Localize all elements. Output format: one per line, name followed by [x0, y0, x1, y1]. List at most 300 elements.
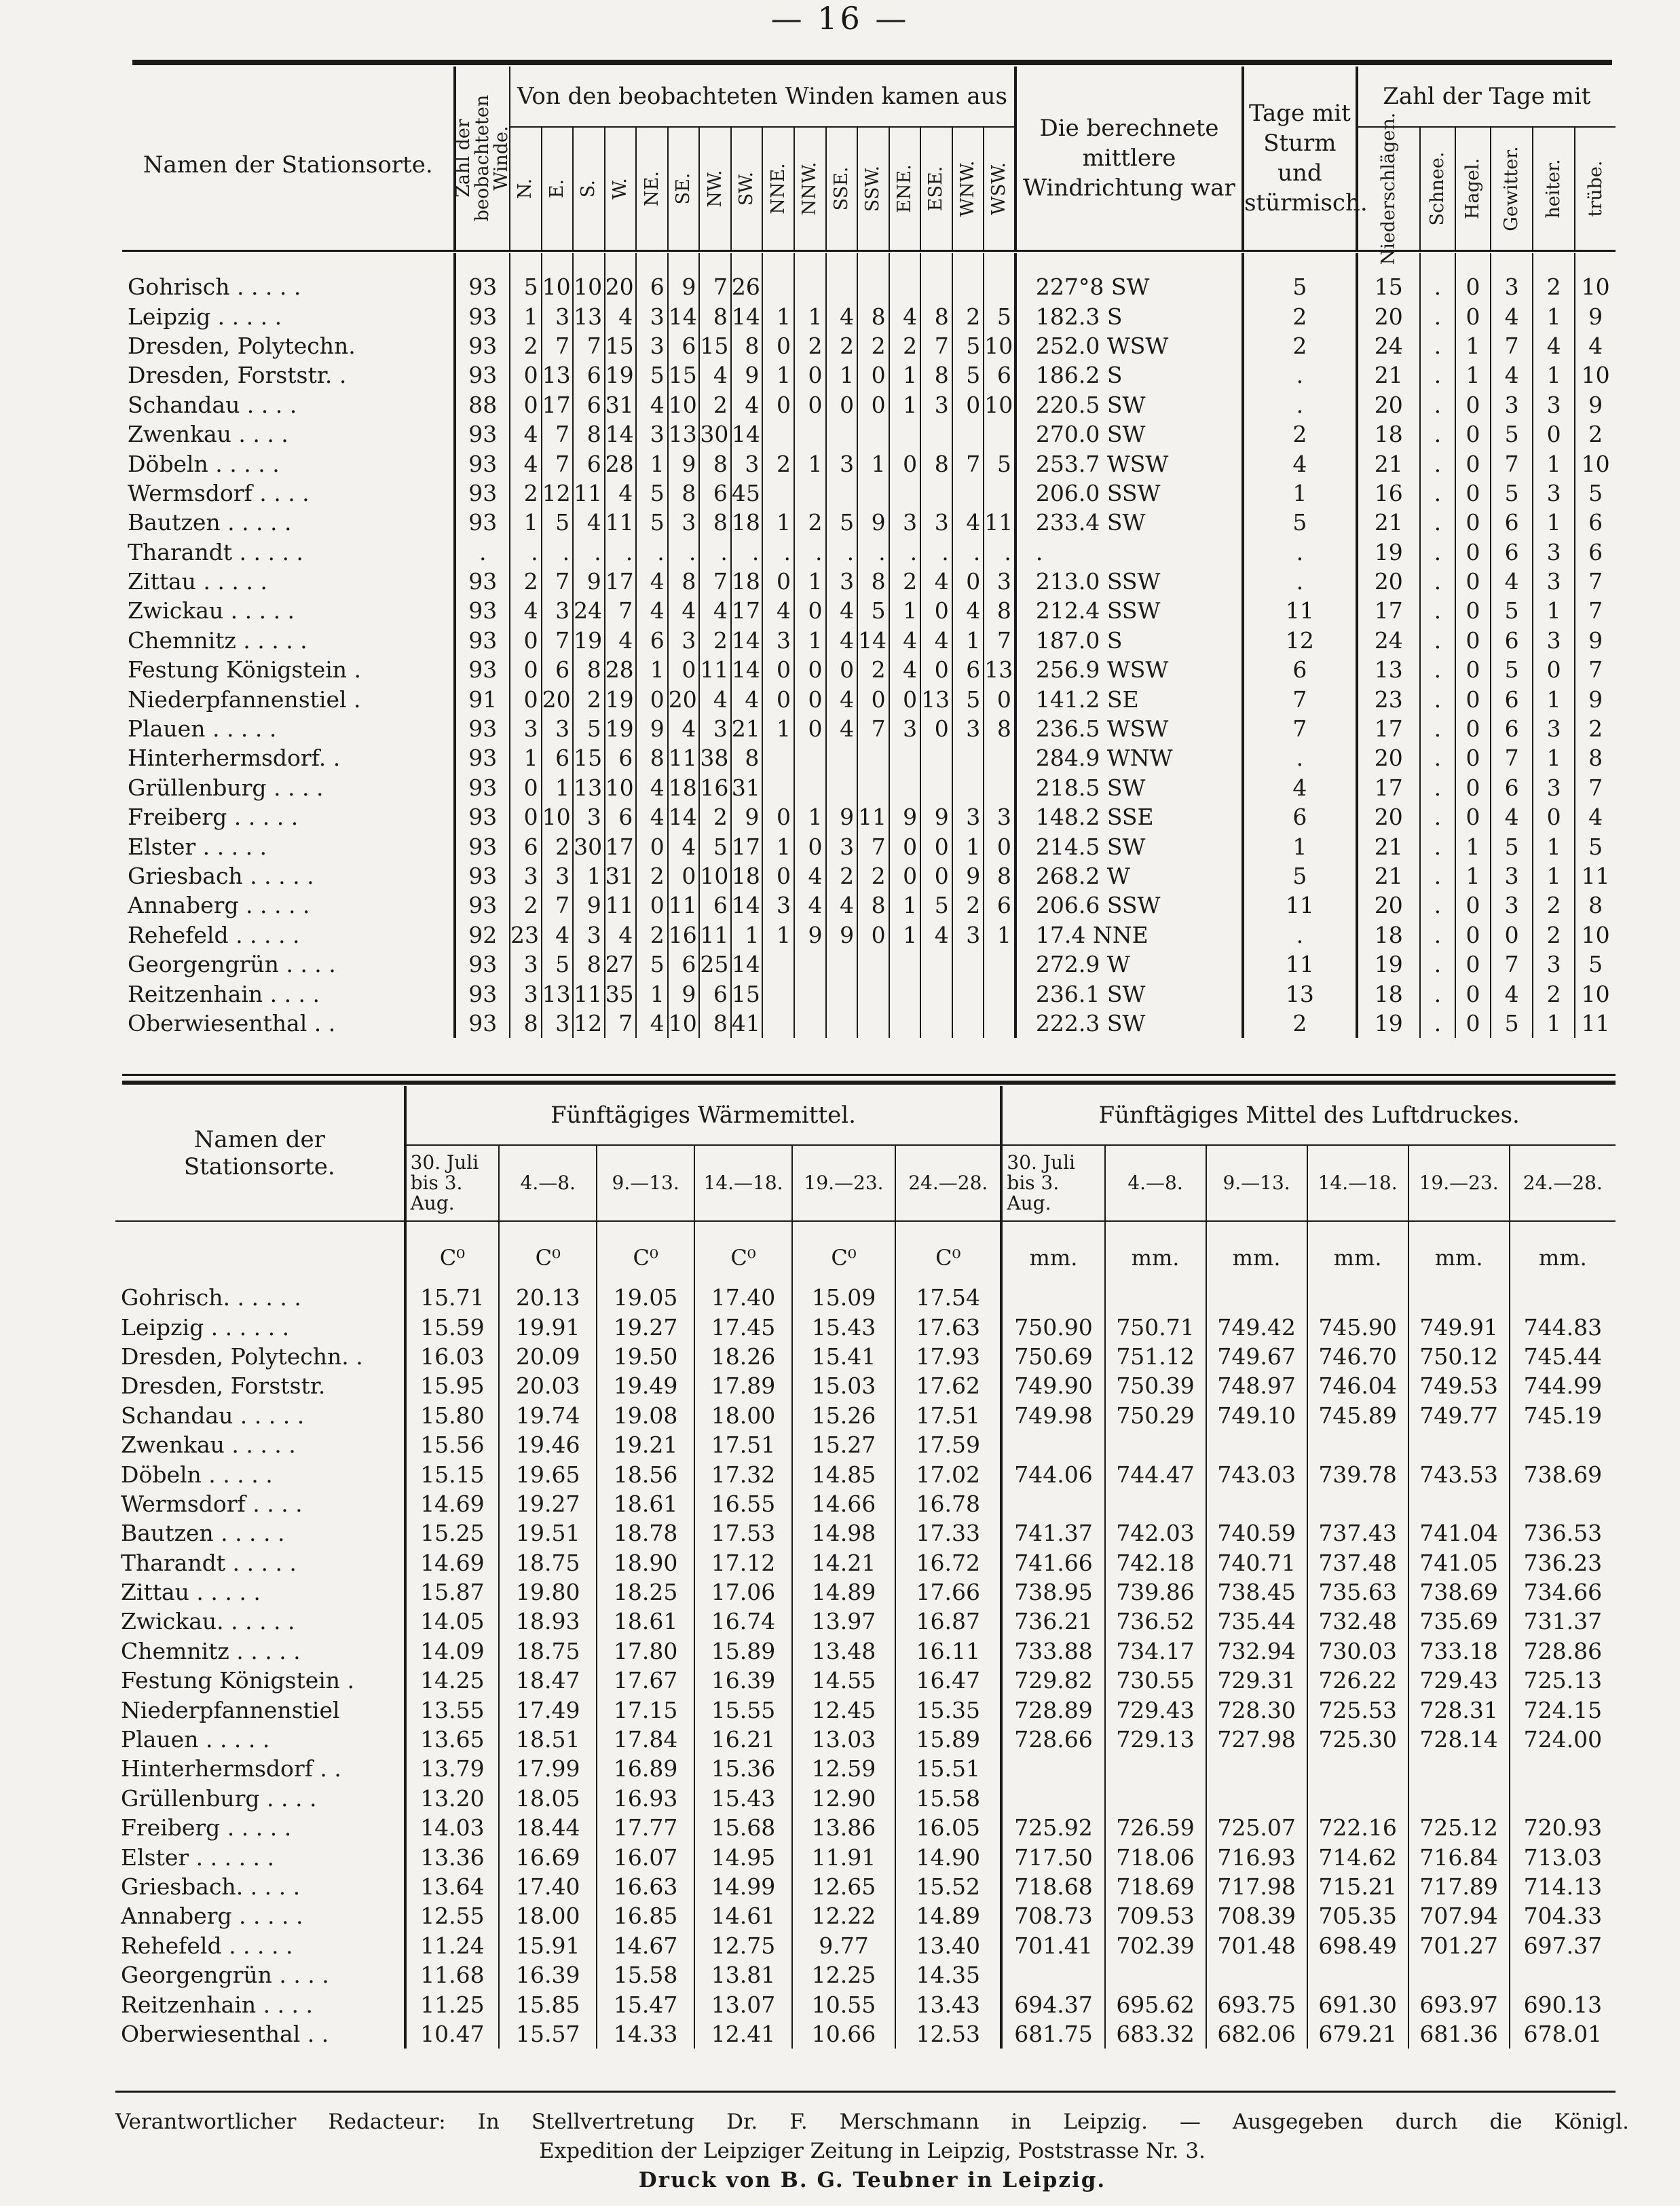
- wind-value: 6: [699, 891, 731, 920]
- temp-mean: 18.51: [499, 1725, 597, 1754]
- temp-mean: 14.69: [405, 1489, 500, 1518]
- wind-value: .: [668, 538, 700, 567]
- pressure-mean: 732.48: [1307, 1607, 1408, 1636]
- day-col-label: Gewitter.: [1501, 146, 1523, 231]
- day-count: 5: [1491, 831, 1533, 861]
- wind-value: 1: [794, 567, 826, 596]
- temp-mean: 15.26: [792, 1401, 895, 1430]
- header-direction-11: [857, 127, 889, 251]
- pressure-mean: 738.69: [1408, 1577, 1510, 1607]
- wind-value: 3: [542, 596, 574, 625]
- direction-label: WNW.: [956, 160, 978, 217]
- wind-value: 0: [762, 684, 794, 713]
- temp-mean: 19.46: [499, 1430, 597, 1459]
- mean-direction: 253.7 WSW: [1015, 449, 1243, 478]
- header-period-1: 4.—8.: [1105, 1145, 1206, 1221]
- mean-direction: 270.0 SW: [1015, 419, 1243, 449]
- temp-mean: 16.93: [597, 1784, 694, 1813]
- wind-value: 3: [826, 567, 858, 596]
- wind-count: 93: [455, 449, 510, 478]
- wind-value: 4: [605, 479, 637, 508]
- temp-mean: 17.45: [694, 1312, 792, 1341]
- wind-value: 11: [857, 802, 889, 831]
- day-count: 20: [1357, 390, 1420, 419]
- wind-value: 1: [889, 596, 921, 625]
- wind-value: 1: [636, 979, 668, 1008]
- pressure-mean: 701.27: [1408, 1931, 1510, 1960]
- storm-days: 2: [1243, 301, 1357, 331]
- wind-value: 18: [668, 773, 700, 802]
- day-count: 0: [1455, 920, 1491, 950]
- wind-value: [889, 979, 921, 1008]
- temp-mean: 17.02: [895, 1459, 1001, 1489]
- wind-value: 3: [573, 920, 605, 950]
- wind-value: .: [952, 538, 984, 567]
- wind-value: 1: [762, 301, 794, 331]
- wind-value: 14: [731, 655, 763, 684]
- mean-row: [115, 1872, 1616, 1901]
- header-temp-title: Fünftägiges Wärmemittel.: [405, 1086, 1002, 1145]
- temp-mean: 14.95: [694, 1842, 792, 1871]
- temp-mean: 17.62: [895, 1371, 1001, 1400]
- day-col-label: heiter.: [1543, 159, 1565, 219]
- storm-days: 13: [1243, 979, 1357, 1008]
- wind-value: 4: [826, 596, 858, 625]
- temp-mean: 18.75: [499, 1548, 597, 1577]
- day-count: 0: [1455, 802, 1491, 831]
- mean-direction: 187.0 S: [1015, 626, 1243, 655]
- station-name: Tharandt . . . . .: [121, 1549, 297, 1576]
- temp-mean: 13.43: [895, 1989, 1001, 2019]
- wind-count: 93: [455, 479, 510, 508]
- day-count: 7: [1491, 449, 1533, 478]
- mean-row: [115, 1607, 1616, 1636]
- temp-mean: 19.27: [499, 1489, 597, 1518]
- wind-value: 4: [542, 920, 574, 950]
- pressure-mean: 736.52: [1105, 1607, 1206, 1636]
- wind-value: 4: [826, 891, 858, 920]
- header-period-0: 30. Juli bis 3. Aug.: [405, 1145, 500, 1221]
- wind-value: [762, 272, 794, 301]
- wind-count: 93: [455, 360, 510, 390]
- header-day-col-0: [1357, 112, 1420, 265]
- pressure-mean: 691.30: [1307, 1989, 1408, 2019]
- station-name: Griesbach . . . . .: [128, 863, 314, 889]
- wind-value: 23: [510, 920, 542, 950]
- header-direction-5: [668, 127, 700, 251]
- temp-mean: 15.89: [694, 1637, 792, 1666]
- wind-value: 5: [636, 360, 668, 390]
- wind-value: 0: [636, 891, 668, 920]
- day-count: 4: [1491, 301, 1533, 331]
- wind-value: 8: [857, 567, 889, 596]
- day-count: .: [1420, 714, 1455, 743]
- wind-value: 4: [794, 891, 826, 920]
- pressure-mean: 735.44: [1206, 1607, 1307, 1636]
- day-count: 6: [1491, 508, 1533, 537]
- temp-mean: 12.75: [694, 1931, 792, 1960]
- day-count: 2: [1533, 920, 1575, 950]
- wind-value: 0: [826, 655, 858, 684]
- wind-value: [952, 272, 984, 301]
- pressure-mean: [1206, 1754, 1307, 1783]
- wind-value: 0: [510, 626, 542, 655]
- direction-label: SW.: [736, 171, 758, 206]
- temp-mean: 18.05: [499, 1784, 597, 1813]
- header-period-4: 19.—23.: [792, 1145, 895, 1221]
- wind-value: 0: [510, 390, 542, 419]
- wind-value: 1: [889, 360, 921, 390]
- day-count: 1: [1533, 301, 1575, 331]
- wind-value: [857, 773, 889, 802]
- wind-value: 4: [826, 714, 858, 743]
- station-name: Freiberg . . . . .: [128, 804, 299, 831]
- pressure-mean: [1510, 1784, 1616, 1813]
- wind-value: [889, 272, 921, 301]
- wind-value: [826, 272, 858, 301]
- wind-value: .: [794, 538, 826, 567]
- station-name: Niederpfannenstiel .: [128, 686, 361, 713]
- temp-mean: 18.61: [597, 1607, 694, 1636]
- wind-value: [762, 1009, 794, 1038]
- wind-value: 0: [762, 655, 794, 684]
- wind-value: [857, 479, 889, 508]
- temp-mean: 17.51: [895, 1401, 1001, 1430]
- station-name: Plauen . . . . .: [121, 1726, 270, 1753]
- wind-value: 4: [826, 684, 858, 713]
- station-name: Oberwiesenthal . .: [121, 2020, 329, 2047]
- pressure-mean: [1001, 1784, 1104, 1813]
- mean-row: [115, 1312, 1616, 1341]
- station-name: Wermsdorf . . . .: [121, 1490, 303, 1517]
- wind-value: [889, 743, 921, 772]
- pressure-mean: 744.99: [1510, 1371, 1616, 1400]
- pressure-mean: 741.05: [1408, 1548, 1510, 1577]
- day-count: .: [1420, 626, 1455, 655]
- wind-value: [762, 950, 794, 979]
- temp-mean: 19.74: [499, 1401, 597, 1430]
- pressure-mean: 735.69: [1408, 1607, 1510, 1636]
- wind-value: 10: [984, 390, 1015, 419]
- wind-value: 5: [984, 301, 1015, 331]
- temp-mean: 18.93: [499, 1607, 597, 1636]
- temp-unit: C⁰: [792, 1221, 895, 1271]
- day-count: 8: [1575, 743, 1616, 772]
- day-count: 5: [1491, 655, 1533, 684]
- temp-mean: 16.78: [895, 1489, 1001, 1518]
- wind-value: [794, 950, 826, 979]
- wind-value: 0: [920, 831, 952, 861]
- pressure-mean: 717.98: [1206, 1872, 1307, 1901]
- day-count: 8: [1575, 891, 1616, 920]
- day-count: .: [1420, 655, 1455, 684]
- wind-count: 93: [455, 802, 510, 831]
- direction-label: ESE.: [925, 166, 947, 212]
- storm-days: 11: [1243, 596, 1357, 625]
- storm-days: .: [1243, 360, 1357, 390]
- day-count: 19: [1357, 1009, 1420, 1038]
- station-name: Georgengrün . . . .: [121, 1962, 329, 1989]
- temp-mean: 14.89: [792, 1577, 895, 1607]
- temp-mean: 17.40: [694, 1283, 792, 1312]
- day-count: 3: [1491, 861, 1533, 891]
- wind-value: 0: [762, 567, 794, 596]
- day-count: 7: [1575, 773, 1616, 802]
- day-col-label: trübe.: [1584, 160, 1606, 217]
- wind-value: [889, 1009, 921, 1038]
- wind-value: 20: [605, 272, 637, 301]
- header-direction-12: [889, 127, 921, 251]
- wind-value: 6: [699, 479, 731, 508]
- header-period-0: 30. Juli bis 3. Aug.: [1001, 1145, 1104, 1221]
- header-period-3: 14.—18.: [1307, 1145, 1408, 1221]
- pressure-mean: 693.75: [1206, 1989, 1307, 2019]
- temp-mean: 15.58: [597, 1960, 694, 1989]
- storm-days: 6: [1243, 802, 1357, 831]
- wind-value: 9: [920, 802, 952, 831]
- wind-value: 3: [542, 1009, 574, 1038]
- temp-mean: 17.53: [694, 1518, 792, 1548]
- station-name: Schandau . . . . .: [121, 1402, 305, 1429]
- temp-mean: 12.25: [792, 1960, 895, 1989]
- wind-value: 30: [573, 831, 605, 861]
- temp-mean: 15.71: [405, 1283, 500, 1312]
- wind-count: 93: [455, 891, 510, 920]
- day-count: .: [1420, 272, 1455, 301]
- wind-value: 8: [699, 301, 731, 331]
- pressure-mean: 736.21: [1001, 1607, 1104, 1636]
- mean-header-units: [115, 1221, 1616, 1271]
- direction-label: NNW.: [799, 162, 821, 216]
- wind-value: 28: [605, 655, 637, 684]
- day-count: 4: [1575, 802, 1616, 831]
- header-direction-15: [984, 127, 1015, 251]
- wind-row: [122, 360, 1616, 390]
- pressure-mean: 749.90: [1001, 1371, 1104, 1400]
- wind-value: [889, 479, 921, 508]
- wind-value: 13: [668, 419, 700, 449]
- header-direction-2: [573, 127, 605, 251]
- pressure-mean: 725.07: [1206, 1813, 1307, 1842]
- mean-direction: 236.1 SW: [1015, 979, 1243, 1008]
- wind-count: 93: [455, 831, 510, 861]
- wind-value: 6: [605, 743, 637, 772]
- day-count: 9: [1575, 390, 1616, 419]
- direction-label: W.: [609, 178, 631, 200]
- temp-mean: 19.80: [499, 1577, 597, 1607]
- pressure-mean: 730.55: [1105, 1666, 1206, 1695]
- wind-value: [826, 479, 858, 508]
- day-count: 5: [1491, 1009, 1533, 1038]
- pressure-mean: [1408, 1489, 1510, 1518]
- wind-value: 8: [573, 419, 605, 449]
- wind-value: 13: [542, 979, 574, 1008]
- wind-value: 0: [889, 831, 921, 861]
- day-count: 0: [1455, 419, 1491, 449]
- pressure-mean: 729.82: [1001, 1666, 1104, 1695]
- station-name: Zwickau . . . . .: [128, 597, 295, 624]
- wind-count: 93: [455, 508, 510, 537]
- day-count: 24: [1357, 331, 1420, 360]
- wind-value: 13: [984, 655, 1015, 684]
- temp-mean: 12.65: [792, 1872, 895, 1901]
- temp-mean: 14.89: [895, 1901, 1001, 1930]
- wind-value: .: [636, 538, 668, 567]
- mid-rule-1: [122, 1074, 1616, 1076]
- wind-value: 2: [889, 331, 921, 360]
- wind-value: [984, 479, 1015, 508]
- pressure-mean: 740.71: [1206, 1548, 1307, 1577]
- temp-mean: 19.49: [597, 1371, 694, 1400]
- wind-value: [826, 773, 858, 802]
- wind-value: 10: [699, 861, 731, 891]
- mean-row: [115, 1459, 1616, 1489]
- day-count: .: [1420, 301, 1455, 331]
- wind-value: 13: [573, 773, 605, 802]
- station-name: Plauen . . . . .: [128, 715, 277, 743]
- day-count: .: [1420, 479, 1455, 508]
- wind-row: [122, 538, 1616, 567]
- pressure-mean: 729.31: [1206, 1666, 1307, 1695]
- mean-direction: 212.4 SSW: [1015, 596, 1243, 625]
- temp-mean: 14.85: [792, 1459, 895, 1489]
- temp-mean: 10.47: [405, 2019, 500, 2049]
- wind-value: 11: [605, 508, 637, 537]
- day-count: 0: [1455, 979, 1491, 1008]
- pressure-mean: 701.48: [1206, 1931, 1307, 1960]
- temp-mean: 13.79: [405, 1754, 500, 1783]
- pressure-mean: [1307, 1784, 1408, 1813]
- day-count: .: [1420, 360, 1455, 390]
- day-count: 3: [1533, 390, 1575, 419]
- wind-value: [920, 743, 952, 772]
- wind-value: 7: [542, 331, 574, 360]
- header-station-names: Namen der Stationsorte.: [143, 151, 433, 179]
- wind-row: [122, 979, 1616, 1008]
- wind-value: 6: [573, 390, 605, 419]
- station-name: Annaberg . . . . .: [121, 1903, 303, 1930]
- wind-value: 2: [952, 891, 984, 920]
- wind-value: 7: [542, 567, 574, 596]
- header-period-5: 24.—28.: [895, 1145, 1001, 1221]
- wind-value: [826, 1009, 858, 1038]
- station-name: Chemnitz . . . . .: [121, 1637, 301, 1664]
- mean-direction: 220.5 SW: [1015, 390, 1243, 419]
- wind-value: 4: [952, 508, 984, 537]
- pressure-mean: 717.50: [1001, 1842, 1104, 1871]
- station-name: Hinterhermsdorf . .: [121, 1755, 341, 1782]
- mean-direction: 186.2 S: [1015, 360, 1243, 390]
- mean-row: [115, 1931, 1616, 1960]
- temp-mean: 15.87: [405, 1577, 500, 1607]
- temp-mean: 15.43: [792, 1312, 895, 1341]
- wind-value: [889, 419, 921, 449]
- wind-value: 5: [826, 508, 858, 537]
- wind-count: 93: [455, 655, 510, 684]
- wind-value: 7: [984, 626, 1015, 655]
- station-name: Chemnitz . . . . .: [128, 627, 307, 654]
- header-days-with: Zahl der Tage mit: [1357, 67, 1616, 127]
- pressure-mean: 697.37: [1510, 1931, 1616, 1960]
- station-name: Dresden, Polytechn.: [128, 332, 356, 359]
- day-count: .: [1420, 773, 1455, 802]
- day-count: 0: [1455, 596, 1491, 625]
- wind-value: .: [889, 538, 921, 567]
- wind-value: 3: [826, 831, 858, 861]
- wind-value: 1: [762, 360, 794, 390]
- wind-value: 14: [857, 626, 889, 655]
- wind-value: 13: [573, 301, 605, 331]
- wind-value: 4: [920, 920, 952, 950]
- wind-value: 9: [573, 891, 605, 920]
- station-name: Dresden, Forststr.: [121, 1372, 326, 1400]
- pressure-mean: 738.95: [1001, 1577, 1104, 1607]
- wind-value: 1: [826, 360, 858, 390]
- mean-direction: 284.9 WNW: [1015, 743, 1243, 772]
- day-count: 24: [1357, 626, 1420, 655]
- pressure-mean: [1307, 1754, 1408, 1783]
- pressure-mean: 750.39: [1105, 1371, 1206, 1400]
- wind-value: 8: [699, 508, 731, 537]
- day-count: 23: [1357, 684, 1420, 713]
- wind-value: 0: [510, 655, 542, 684]
- header-period-2: 9.—13.: [1206, 1145, 1307, 1221]
- wind-value: [857, 1009, 889, 1038]
- wind-value: 6: [984, 891, 1015, 920]
- wind-value: [762, 419, 794, 449]
- storm-days: 2: [1243, 1009, 1357, 1038]
- day-count: 6: [1575, 538, 1616, 567]
- mean-row: [115, 1989, 1616, 2019]
- wind-value: 6: [952, 655, 984, 684]
- day-count: 0: [1455, 626, 1491, 655]
- wind-value: 4: [636, 596, 668, 625]
- storm-days: 5: [1243, 861, 1357, 891]
- mean-row: [115, 1813, 1616, 1842]
- wind-value: 26: [731, 272, 763, 301]
- header-direction-6: [699, 127, 731, 251]
- wind-value: 2: [510, 891, 542, 920]
- pressure-mean: 718.69: [1105, 1872, 1206, 1901]
- pressure-mean: 741.37: [1001, 1518, 1104, 1548]
- temp-mean: 15.95: [405, 1371, 500, 1400]
- day-count: 13: [1357, 655, 1420, 684]
- wind-value: 31: [605, 390, 637, 419]
- header-period-5: 24.—28.: [1510, 1145, 1616, 1221]
- wind-value: [920, 272, 952, 301]
- temp-mean: 14.03: [405, 1813, 500, 1842]
- day-count: 3: [1533, 479, 1575, 508]
- day-count: 1: [1533, 1009, 1575, 1038]
- wind-value: 3: [889, 508, 921, 537]
- storm-days: 4: [1243, 773, 1357, 802]
- wind-value: 0: [889, 449, 921, 478]
- wind-value: 8: [920, 360, 952, 390]
- wind-value: [984, 419, 1015, 449]
- pressure-mean: 750.69: [1001, 1342, 1104, 1371]
- day-count: 5: [1575, 950, 1616, 979]
- wind-value: 0: [794, 655, 826, 684]
- wind-row: [122, 508, 1616, 537]
- pressure-mean: [1510, 1283, 1616, 1312]
- mean-row: [115, 1695, 1616, 1724]
- wind-value: [857, 419, 889, 449]
- direction-label: WSW.: [988, 162, 1010, 215]
- day-count: 19: [1357, 538, 1420, 567]
- day-count: 4: [1533, 331, 1575, 360]
- station-name: Bautzen . . . . .: [121, 1520, 285, 1547]
- day-count: 18: [1357, 979, 1420, 1008]
